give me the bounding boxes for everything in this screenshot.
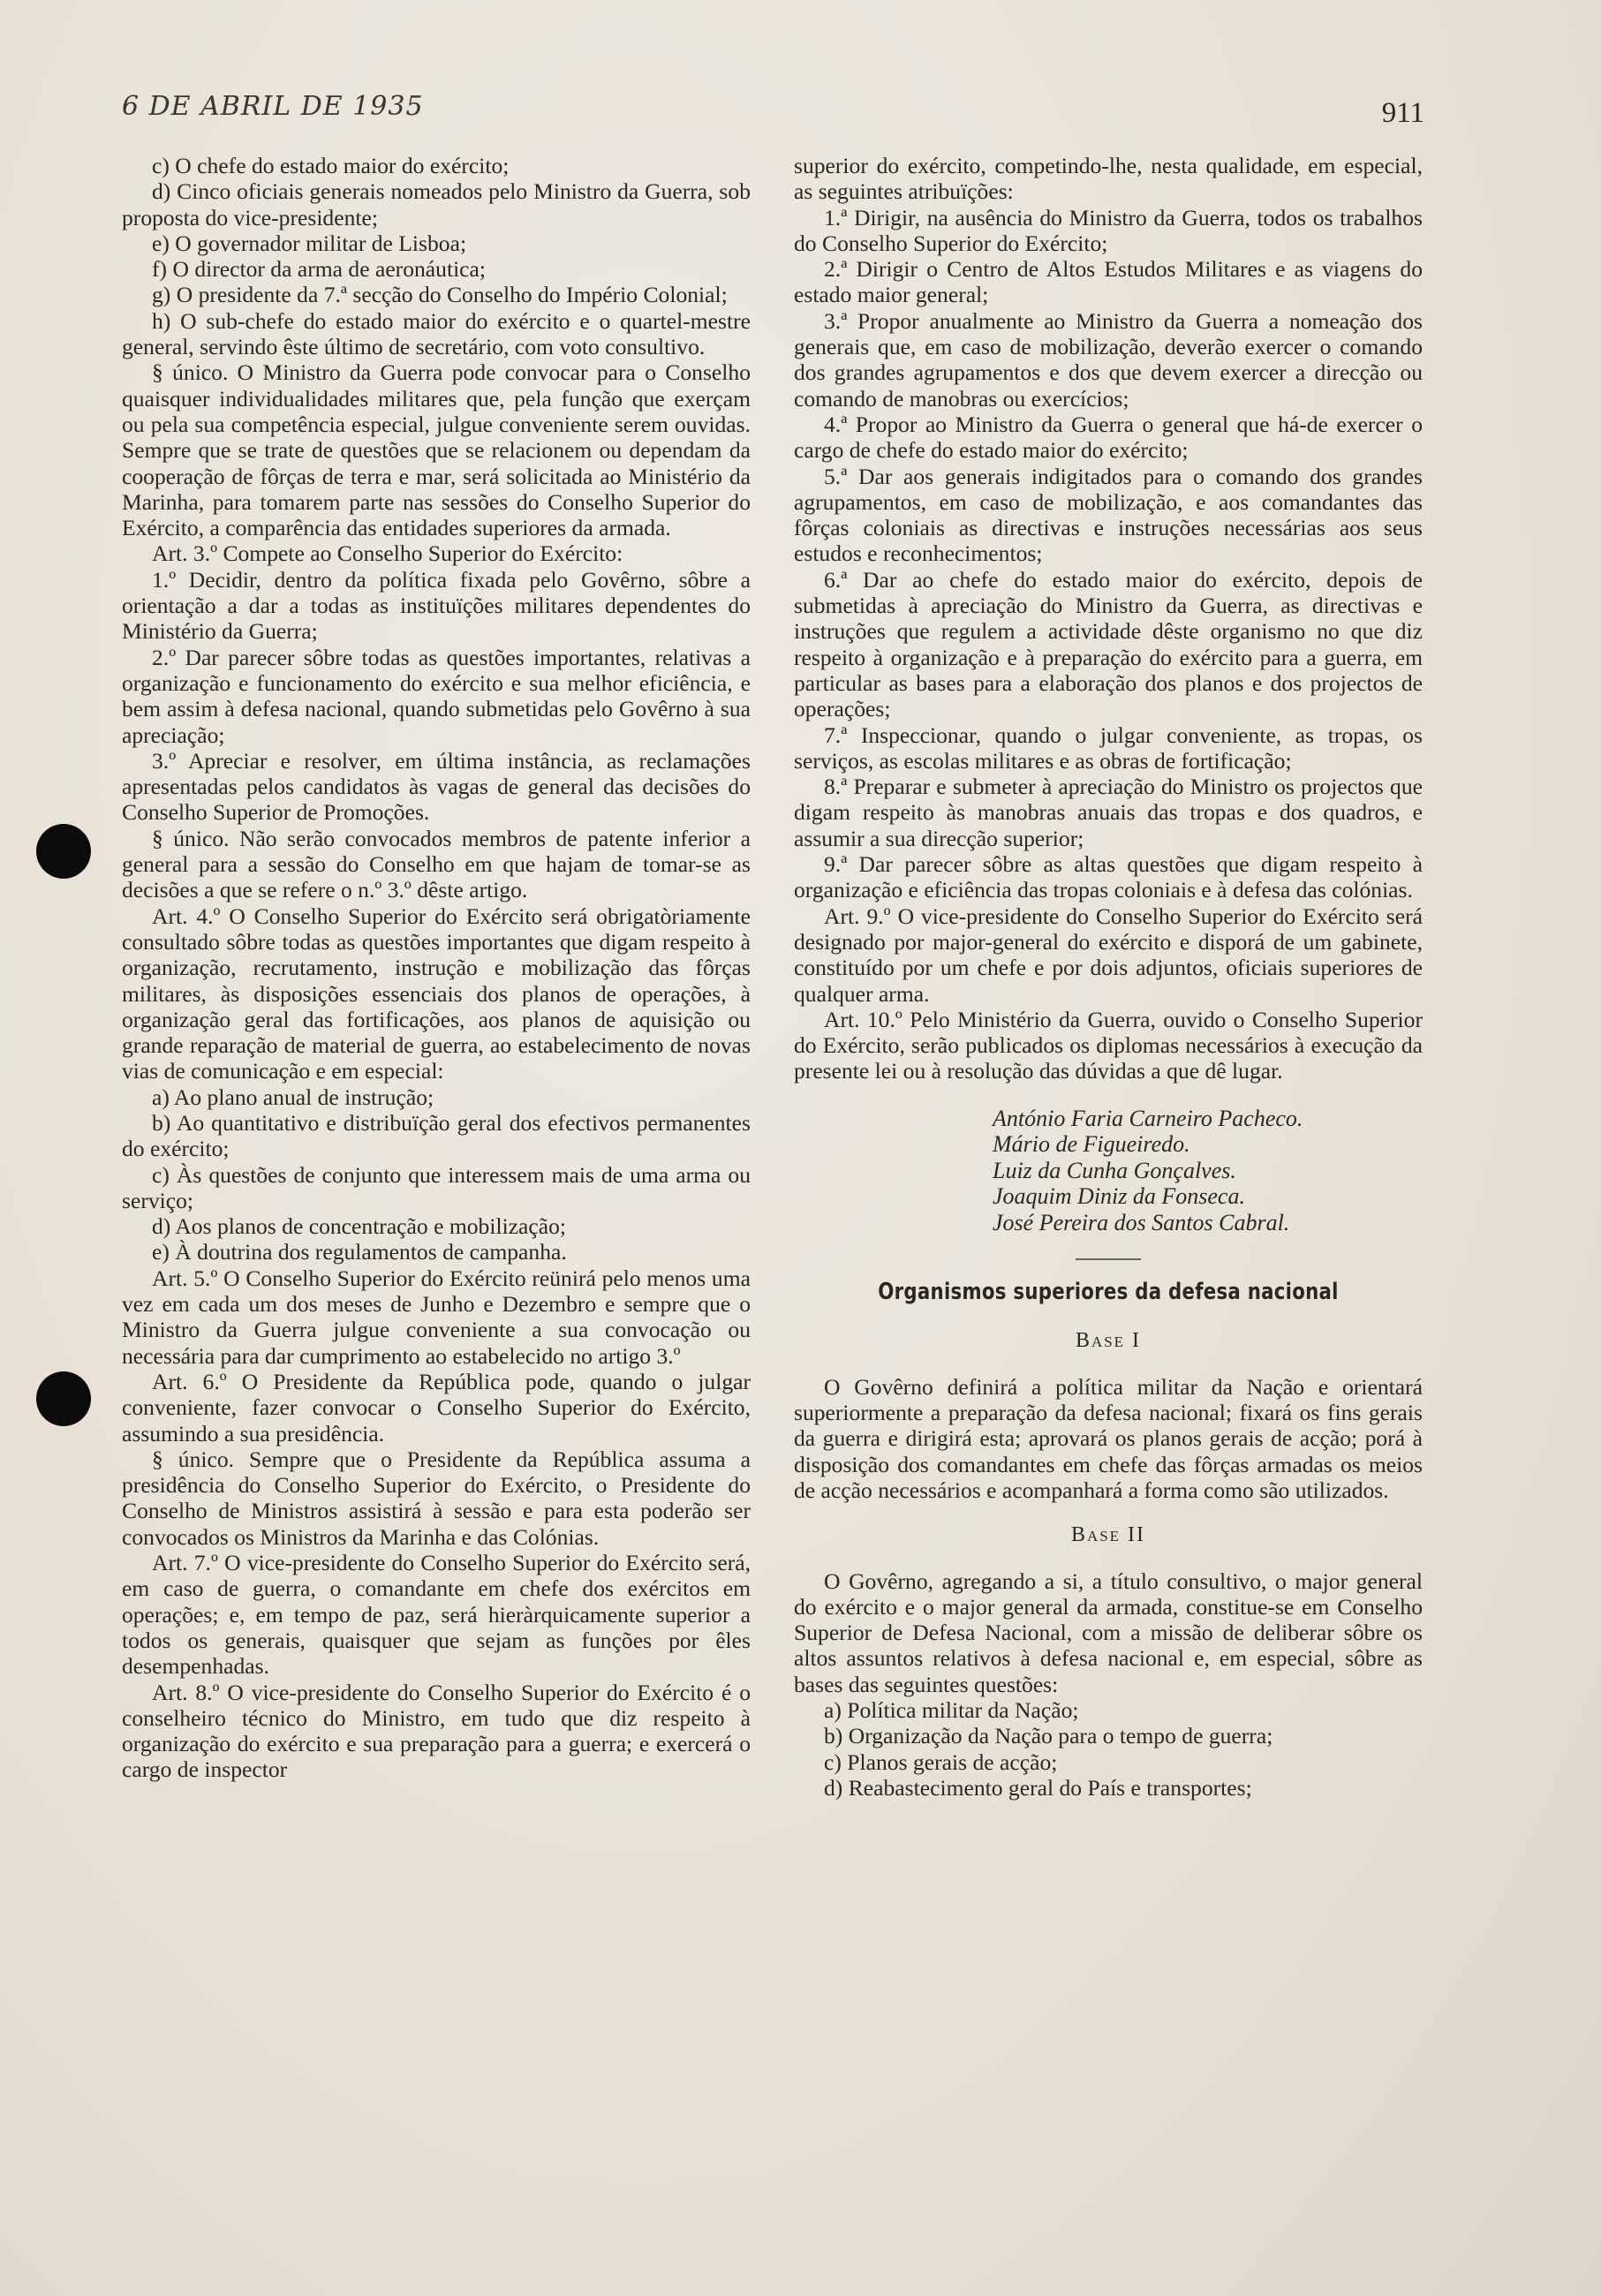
signature: José Pereira dos Santos Cabral. <box>993 1209 1290 1235</box>
paragraph: 5.ª Dar aos generais indigitados para o comando dos grandes agrupamentos, em caso de mobilização, e aos comandantes das fôrças coloniais as directivas e instruções necessárias aos seus estudos e reconhecimentos; <box>794 463 1423 567</box>
paragraph: Art. 8.º O vice-presidente do Conselho Superior do Exército é o conselheiro técnico do Ministro, em tudo que diz respeito à organização do exército e sua preparação para a guerra; e exercerá o cargo de inspector <box>122 1679 751 1783</box>
signature: Mário de Figueiredo. <box>993 1131 1190 1158</box>
paragraph: 3.º Apreciar e resolver, em última instância, as reclamações apresentadas pelos candidatos às vagas de general das decisões do Conselho Superior de Promoções. <box>122 747 751 826</box>
paragraph: d) Aos planos de concentração e mobilização; <box>152 1213 567 1240</box>
paragraph: § único. Não serão convocados membros de patente inferior a general para a sessão do Conselho em que hajam de tomar-se as decisões a que se refere o n.º 3.º dêste artigo. <box>122 825 751 903</box>
binder-hole-bottom <box>36 1371 91 1426</box>
list-item: b) Organização da Nação para o tempo de guerra; <box>824 1723 1273 1749</box>
paragraph: 8.ª Preparar e submeter à apreciação do Ministro os projectos que digam respeito às manobras anuais das tropas e dos quadros, e assumir a sua direcção superior; <box>794 774 1423 851</box>
paragraph: d) Cinco oficiais generais nomeados pelo Ministro da Guerra, sob proposta do vice-presidente; <box>122 178 751 230</box>
paragraph: Art. 7.º O vice-presidente do Conselho Superior do Exército será, em caso de guerra, o comandante em chefe dos exércitos em operações; e, em tempo de paz, será hieràrquicamente superior a todos os generais, quaisquer que sejam as funções por êles desempenhadas. <box>122 1550 751 1680</box>
paragraph: c) O chefe do estado maior do exército; <box>152 153 510 178</box>
list-item: a) Política militar da Nação; <box>824 1697 1079 1724</box>
paragraph: 6.ª Dar ao chefe do estado maior do exército, depois de submetidas à apreciação do Ministro da Guerra, as directivas e instruções que regulem a actividade dêste organismo no que diz respeito à organização e à preparação do exército para a guerra, em particular as bases para a elaboração dos planos e dos projectos de operações; <box>794 566 1423 722</box>
page-number: 911 <box>1381 97 1424 129</box>
paragraph: 1.ª Dirigir, na ausência do Ministro da Guerra, todos os trabalhos do Conselho Superior do Exército; <box>794 204 1423 256</box>
signature: Joaquim Diniz da Fonseca. <box>993 1183 1245 1210</box>
signature: Luiz da Cunha Gonçalves. <box>993 1157 1236 1183</box>
paragraph: Art. 4.º O Conselho Superior do Exército será obrigatòriamente consultado sôbre todas as questões importantes que digam respeito à organização, recrutamento, instrução e mobilização das fôrças militares, às disposições essenciais dos planos de operações, à organização geral das fortificações, aos planos de aquisição ou grande reparação de material de guerra, ao estabelecimento de novas vias de comunicação e em especial: <box>122 903 751 1084</box>
paragraph: h) O sub-chefe do estado maior do exército e o quartel-mestre general, servindo êste último de secretário, com voto consultivo. <box>122 307 751 360</box>
paragraph: 2.ª Dirigir o Centro de Altos Estudos Militares e as viagens do estado maior general; <box>794 256 1423 308</box>
binder-hole-top <box>36 824 91 879</box>
list-item: d) Reabastecimento geral do País e transportes; <box>824 1774 1252 1801</box>
paragraph: § único. Sempre que o Presidente da República assuma a presidência do Conselho Superior do Exército, o Presidente do Conselho de Ministros assistirá à sessão e para esta poderão ser convocados os Ministros da Marinha e das Colónias. <box>122 1446 751 1550</box>
base-2-text: O Govêrno, agregando a si, a título consultivo, o major general do exército e o major general da armada, constitue-se em Conselho Superior de Defesa Nacional, com a missão de deliberar sôbre os altos assuntos relativos à defesa nacional e, em especial, sôbre as bases das seguintes questões: <box>794 1567 1423 1697</box>
base-1-title: Base I <box>1075 1329 1142 1353</box>
paragraph: 4.ª Propor ao Ministro da Guerra o general que há-de exercer o cargo de chefe do estado maior do exército; <box>794 411 1423 464</box>
base-1-text: O Govêrno definirá a política militar da Nação e orientará superiormente a preparação da defesa nacional; fixará os fins gerais da guerra e dirigirá esta; aprovará os planos gerais de acção; porá à disposição dos comandantes em chefe das fôrças armadas os meios de acção necessários e acompanhará a forma como são utilizados. <box>794 1373 1423 1503</box>
page-date: 6 DE ABRIL DE 1935 <box>122 91 424 122</box>
paragraph: 3.ª Propor anualmente ao Ministro da Guerra a nomeação dos generais que, em caso de mobilização, deverão exercer o comando dos grandes agrupamentos e dos que devem exercer a direcção ou comando de manobras ou exercícios; <box>794 307 1423 412</box>
paragraph: Art. 5.º O Conselho Superior do Exército reünirá pelo menos uma vez em cada um dos meses de Junho e Dezembro e sempre que o Ministro da Guerra julgue conveniente a sua convocação ou necessária para dar cumprimento ao estabelecido no artigo 3.º <box>122 1265 751 1369</box>
paragraph: § único. O Ministro da Guerra pode convocar para o Conselho quaisquer individualidades militares que, pela função que exerçam ou pela sua competência especial, julgue conveniente serem ouvidas. Sempre que se trate de questões que se relacionem ou dependam da cooperação de fôrças de terra e mar, será solicitada ao Ministério da Marinha, para tomarem parte nas sessões do Conselho Superior do Exército, a comparência das entidades superiores da armada. <box>122 359 751 541</box>
paragraph: Art. 6.º O Presidente da República pode, quando o julgar conveniente, fazer convocar o Conselho Superior do Exército, assumindo a sua presidência. <box>122 1368 751 1446</box>
base-2-title: Base II <box>1070 1523 1146 1547</box>
paragraph: f) O director da arma de aeronáutica; <box>152 256 487 283</box>
paragraph: superior do exército, competindo-lhe, nesta qualidade, em especial, as seguintes atribuïções: <box>794 153 1423 205</box>
signature: António Faria Carneiro Pacheco. <box>993 1105 1303 1131</box>
section-title: Organismos superiores da defesa nacional <box>878 1279 1339 1306</box>
signatures <box>993 1106 1423 1236</box>
paragraph: Art. 3.º Compete ao Conselho Superior do Exército: <box>152 540 623 567</box>
paragraph: e) À doutrina dos regulamentos de campanha. <box>152 1239 567 1265</box>
paragraph: 2.º Dar parecer sôbre todas as questões importantes, relativas a organização e funcionamento do exército e sua melhor eficiência, e bem assim à defesa nacional, quando submetidas pelo Govêrno à sua apreciação; <box>122 644 751 748</box>
left-column <box>122 153 751 1783</box>
paragraph: 9.ª Dar parecer sôbre as altas questões que digam respeito à organização e eficiência das tropas coloniais e à defesa das colónias. <box>794 851 1423 903</box>
paragraph: b) Ao quantitativo e distribuïção geral dos efectivos permanentes do exército; <box>122 1109 751 1162</box>
paragraph: a) Ao plano anual de instrução; <box>152 1084 434 1110</box>
section-divider <box>1076 1258 1141 1260</box>
paragraph: 1.º Decidir, dentro da política fixada pelo Govêrno, sôbre a orientação a dar a todas as instituïções militares dependentes do Ministério da Guerra; <box>122 566 751 645</box>
paragraph: Art. 10.º Pelo Ministério da Guerra, ouvido o Conselho Superior do Exército, serão publicados os diplomas necessários à execução da presente lei ou à resolução das dúvidas a que dê lugar. <box>794 1006 1423 1084</box>
paragraph: 7.ª Inspeccionar, quando o julgar conveniente, as tropas, os serviços, as escolas militares e as obras de fortificação; <box>794 721 1423 774</box>
paragraph: Art. 9.º O vice-presidente do Conselho Superior do Exército será designado por major-general do exército e disporá de um gabinete, constituído por um chefe e por dois adjuntos, oficiais superiores de qualquer arma. <box>794 903 1423 1007</box>
list-item: c) Planos gerais de acção; <box>824 1748 1058 1775</box>
paragraph: g) O presidente da 7.ª secção do Conselho do Império Colonial; <box>152 282 728 308</box>
paragraph: c) Às questões de conjunto que interessem mais de uma arma ou serviço; <box>122 1161 751 1213</box>
paragraph: e) O governador militar de Lisboa; <box>152 230 467 256</box>
right-column <box>794 153 1423 1801</box>
